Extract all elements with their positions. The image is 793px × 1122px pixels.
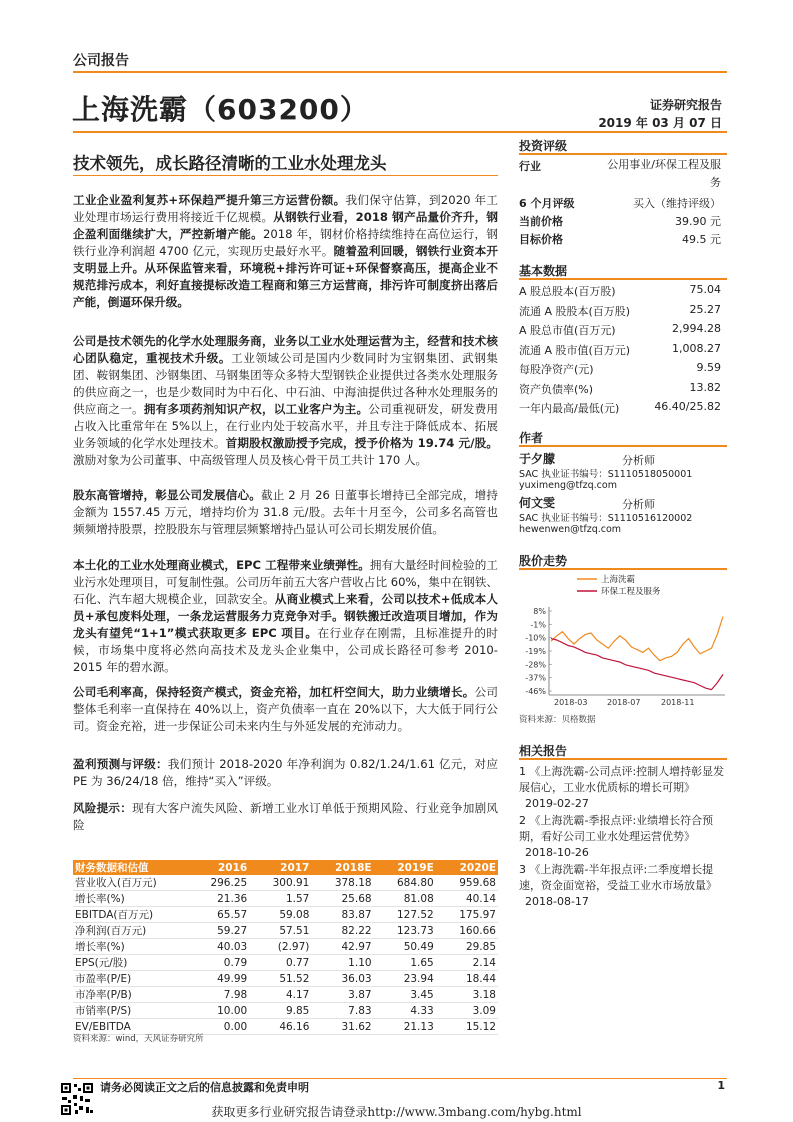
value-cell: 3.45 (374, 987, 436, 1003)
basic-data-label: 流通 A 股市值(百万元) (519, 343, 631, 357)
rating-rule (519, 153, 727, 155)
basic-data-row (519, 322, 721, 338)
y-tick-label: -46% (525, 687, 546, 696)
value-cell: 175.97 (436, 907, 498, 923)
value-cell: 684.80 (374, 875, 436, 891)
basic-data-row (519, 361, 721, 377)
basic-data-value: 46.40/25.82 (654, 400, 721, 413)
para-company-t1: 工业领域公司是国内少数同时为宝钢集团、武钢集团、鞍钢集团、沙钢集团、马钢集团等众多特大型钢铁企业提供过各类水处理服务的供应商之一，也是少数同时为中石化、中石油、中海油提供过各种水处理服务的供应商之一。 (73, 351, 498, 416)
value-cell: 31.62 (311, 1019, 373, 1035)
basic-data-row (519, 400, 721, 416)
para-company-b1: 公司是技术领先的化学水处理服务商，业务以工业水处理运营为主，经营和技术核心团队稳定，重视技术升级。 (73, 334, 498, 365)
row-label-cell: 市盈率(P/E) (73, 971, 187, 987)
page-number: 1 (717, 1079, 725, 1092)
value-cell: 2.14 (436, 955, 498, 971)
value-cell: 49.99 (187, 971, 249, 987)
value-cell: 3.09 (436, 1003, 498, 1019)
related-report-date: 2019-02-27 (525, 797, 589, 810)
para-margin-t1: 公司整体毛利率一直保持在 40%以上，资产负债率一直在 20%以下，大大低于同行公司。资金充裕，进一步保证公司未来内生与外延发展的充沛动力。 (73, 685, 498, 733)
para-risk-b1: 风险提示： (73, 801, 133, 815)
table-row (73, 987, 498, 1003)
para-forecast-t1: 我们预计 2018-2020 年净利润为 0.82/1.24/1.61 亿元，对应 PE 为 36/24/18 倍，维持“买入”评级。 (73, 757, 498, 788)
author2-name: 何文雯 (519, 496, 556, 510)
value-cell: 81.08 (374, 891, 436, 907)
value-cell: 0.00 (187, 1019, 249, 1035)
author2-cert: SAC 执业证书编号：S1110516120002 (519, 513, 693, 524)
basic-data-value: 2,994.28 (672, 322, 721, 335)
para-forecast-b1: 盈利预测与评级： (73, 757, 168, 771)
value-cell: 46.16 (249, 1019, 311, 1035)
basic-data-row (519, 381, 721, 397)
value-cell: 300.91 (249, 875, 311, 891)
para-model (73, 557, 498, 676)
basic-data-label: 流通 A 股股本(百万股) (519, 304, 631, 318)
rating-label: 6 个月评级 (519, 197, 575, 210)
disclaimer-text: 请务必阅读正文之后的信息披露和免责申明 (100, 1081, 309, 1094)
para-holders (73, 487, 498, 538)
row-label-cell: 增长率(%) (73, 891, 187, 907)
basic-data-label: 每股净资产(元) (519, 363, 594, 376)
table-row (73, 971, 498, 987)
financial-table-header (73, 860, 498, 875)
y-tick-label: 8% (533, 607, 546, 616)
value-cell: 7.83 (311, 1003, 373, 1019)
basic-data-label: 一年内最高/最低(元) (519, 402, 620, 415)
row-label-cell: 市净率(P/B) (73, 987, 187, 1003)
rating-row (519, 195, 721, 211)
para-margin-b1: 公司毛利率高，保持轻资产模式，资金充裕，加杠杆空间大，助力业绩增长。 (73, 685, 475, 699)
value-cell: 83.87 (311, 907, 373, 923)
value-cell: 0.79 (187, 955, 249, 971)
para-forecast (73, 756, 498, 790)
x-tick-label: 2018-03 (554, 698, 588, 707)
value-cell: 7.98 (187, 987, 249, 1003)
basic-data-value: 1,008.27 (672, 341, 721, 355)
para-company-b2: 拥有多项药剂知识产权，以工业客户为主。 (143, 402, 369, 416)
para-company (73, 333, 498, 469)
value-cell: 21.13 (374, 1019, 436, 1035)
value-cell: 378.18 (311, 875, 373, 891)
y-tick-label: -1% (530, 620, 546, 630)
stock-price-chart (517, 571, 729, 711)
para-industry-b3: 随着盈利回暖，钢铁行业资本开支明显上升。从环保监管来看，环境税+排污许可证+环保督察高压，提高企业不规范排污成本，利好直接提标改造工程商和第三方运营商，排污许可制度挤出落后产能，倒逼环保升级。 (73, 244, 498, 309)
related-report-title: 2 《上海洗霸-季报点评:业绩增长符合预期，看好公司工业水处理运营优势》 (519, 814, 714, 843)
value-cell: 1.65 (374, 955, 436, 971)
x-tick-label: 2018-11 (661, 698, 695, 707)
y-tick-label: -19% (525, 647, 546, 656)
author2-role: 分析师 (622, 498, 655, 511)
para-model-b1: 本土化的工业水处理商业模式，EPC 工程带来业绩弹性。 (73, 558, 370, 572)
value-cell: 1.57 (249, 891, 311, 907)
para-industry-t1: 我们保守估算，到2020 年工业处理市场运行费用将接近千亿规模。 (73, 193, 498, 224)
related-report-item[interactable] (519, 862, 729, 910)
target-row (519, 231, 721, 247)
fin-header-cell: 2020E (436, 860, 498, 875)
table-row (73, 955, 498, 971)
value-cell: 82.22 (311, 923, 373, 939)
basic-data-label: 资产负债率(%) (519, 382, 594, 396)
value-cell: 4.33 (374, 1003, 436, 1019)
related-report-title: 3 《上海洗霸-半年报点评:二季度增长提速，资金面宽裕，受益工业水市场放量》 (519, 863, 717, 892)
value-cell: 0.77 (249, 955, 311, 971)
para-company-t3: 激励对象为公司董事、中高级管理人员及核心骨干员工共计 170 人。 (73, 453, 428, 467)
value-cell: 23.94 (374, 971, 436, 987)
author1-role: 分析师 (622, 454, 655, 467)
y-tick-label: -10% (525, 633, 546, 643)
bottom-link[interactable]: 获取更多行业研究报告请登录http://www.3mbang.com/hybg.html (211, 1105, 582, 1119)
basic-data-row (519, 303, 721, 319)
table-row (73, 875, 498, 891)
value-cell: 10.00 (187, 1003, 249, 1019)
chart-rule (519, 568, 727, 570)
para-holders-t1: 截止 2 月 26 日董事长增持已全部完成，增持金额为 1557.45 万元，增持均价为 31.8 元/股。去年十月至今，公司多名高管也频频增持股票，控股股东与管理层频繁增持凸显认可公司长期发展价值。 (73, 488, 498, 536)
value-cell: 959.68 (436, 875, 498, 891)
row-label-cell: 营业收入(百万元) (73, 875, 187, 891)
authors-section-title: 作者 (519, 431, 544, 445)
value-cell: 3.87 (311, 987, 373, 1003)
para-industry-t2: 2018 年，钢材价格持续维持在高位运行，钢铁行业净利润超 4700 亿元，实现历史最好水平。 (73, 227, 498, 258)
y-tick-label: -37% (525, 673, 546, 683)
table-row (73, 939, 498, 955)
author1-name: 于夕朦 (519, 452, 556, 466)
value-cell: 29.85 (436, 939, 498, 955)
value-cell: 1.10 (311, 955, 373, 971)
para-risk (73, 800, 498, 834)
fin-header-cell: 财务数据和估值 (73, 860, 187, 875)
financial-table-body (73, 875, 498, 1035)
headline: 技术领先，成长路径清晰的工业水处理龙头 (73, 154, 387, 173)
basic-data-label: A 股总股本(百万股) (519, 285, 616, 298)
rating-value: 买入（维持评级） (633, 197, 721, 210)
basic-data-row (519, 283, 721, 299)
basic-data-value: 13.82 (689, 380, 721, 394)
price-value: 39.90 元 (675, 215, 721, 228)
basic-data-value: 9.59 (696, 361, 721, 374)
value-cell: 9.85 (249, 1003, 311, 1019)
target-value: 49.5 元 (682, 233, 721, 246)
para-company-b3: 首期股权激励授予完成，授予价格为 19.74 元/股。 (225, 436, 498, 450)
value-cell: 59.27 (187, 923, 249, 939)
basic-data-label: A 股总市值(百万元) (519, 324, 616, 337)
value-cell: 50.49 (374, 939, 436, 955)
para-company-t2: 公司重视研发，研发费用占收入比重常年在 5%以上，在行业内处于较高水平，并且专注于降低成本、拓展业务领域的化学水处理技术。 (73, 402, 498, 450)
company-report-label: 公司报告 (73, 53, 129, 69)
related-report-item[interactable] (519, 764, 729, 812)
row-label-cell: 增长率(%) (73, 939, 187, 955)
table-row (73, 923, 498, 939)
basic-data-row (519, 342, 721, 358)
row-label-cell: EPS(元/股) (73, 955, 187, 971)
rating-section-title: 投资评级 (519, 139, 568, 153)
industry-label: 行业 (519, 160, 541, 173)
value-cell: 65.57 (187, 907, 249, 923)
related-report-date: 2018-08-17 (525, 895, 589, 908)
title-rule (73, 131, 727, 133)
fin-header-cell: 2019E (374, 860, 436, 875)
fin-header-cell: 2016 (187, 860, 249, 875)
series-line-1 (551, 639, 723, 690)
related-report-date: 2018-10-26 (525, 846, 589, 859)
chart-source: 资料来源：贝格数据 (519, 715, 596, 725)
value-cell: (2.97) (249, 939, 311, 955)
report-date: 2019 年 03 月 07 日 (598, 116, 722, 130)
author2-email[interactable]: hewenwen@tfzq.com (519, 524, 622, 535)
x-tick-label: 2018-07 (607, 698, 641, 707)
financial-table (73, 860, 498, 1035)
value-cell: 3.18 (436, 987, 498, 1003)
authors-rule (519, 445, 727, 447)
basic-rule (519, 278, 727, 280)
table-row (73, 891, 498, 907)
para-industry (73, 192, 498, 311)
y-tick-label: -28% (525, 660, 546, 670)
stock-title: 上海洗霸（603200） (72, 93, 369, 126)
basic-section-title: 基本数据 (519, 264, 568, 278)
value-cell: 123.73 (374, 923, 436, 939)
legend-label: 环保工程及服务 (601, 587, 661, 597)
value-cell: 51.52 (249, 971, 311, 987)
value-cell: 40.03 (187, 939, 249, 955)
row-label-cell: 净利润(百万元) (73, 923, 187, 939)
price-row (519, 213, 721, 229)
para-industry-b2: 从钢铁行业看，2018 钢产品量价齐升，钢企盈利面继续扩大，严控新增产能。 (73, 210, 498, 241)
para-holders-b1: 股东高管增持，彰显公司发展信心。 (73, 488, 261, 502)
para-margin (73, 684, 498, 735)
author1-email[interactable]: yuximeng@tfzq.com (519, 480, 617, 491)
value-cell: 36.03 (311, 971, 373, 987)
value-cell: 296.25 (187, 875, 249, 891)
value-cell: 59.08 (249, 907, 311, 923)
author1-cert: SAC 执业证书编号：S1110518050001 (519, 469, 693, 480)
para-model-t1: 拥有大量经时间检验的工业污水处理项目，可复制性强。公司历年前五大客户营收占比 60%，集中在钢铁、石化、汽车超大规模企业，回款安全。 (73, 558, 498, 606)
value-cell: 42.97 (311, 939, 373, 955)
value-cell: 15.12 (436, 1019, 498, 1035)
value-cell: 4.17 (249, 987, 311, 1003)
fin-header-cell: 2017 (249, 860, 311, 875)
basic-data-value: 75.04 (689, 283, 721, 296)
para-industry-b1: 工业企业盈利复苏+环保趋严提升第三方运营份额。 (73, 193, 346, 207)
row-label-cell: EV/EBITDA (73, 1019, 187, 1035)
para-model-b2: 从商业模式上来看，公司以技术+低成本人员+承包废料处理，一条龙运营服务力克竞争对手。钢铁搬迁改造项目增加，作为龙头有望凭“1+1”模式获取更多 EPC 项目。 (73, 592, 498, 640)
headline-rule (73, 175, 498, 176)
related-report-item[interactable] (519, 813, 729, 861)
table-row (73, 1003, 498, 1019)
top-rule (73, 71, 727, 73)
value-cell: 18.44 (436, 971, 498, 987)
series-line-0 (551, 617, 723, 661)
para-model-t2: 在行业存在刚需，且标准提升的时候，市场集中度将必然向高技术及龙头企业集中，公司成长路径可参考 2010-2015 年的碧水源。 (73, 626, 498, 674)
value-cell: 160.66 (436, 923, 498, 939)
chart-section-title: 股价走势 (519, 554, 568, 568)
industry-value: 公用事业/环保工程及服务 (607, 158, 721, 189)
target-label: 目标价格 (519, 233, 563, 246)
value-cell: 25.68 (311, 891, 373, 907)
row-label-cell: 市销率(P/S) (73, 1003, 187, 1019)
related-report-title: 1 《上海洗霸-公司点评:控制人增持彰显发展信心，工业水优质标的增长可期》 (519, 765, 725, 794)
fin-header-cell: 2018E (311, 860, 373, 875)
value-cell: 127.52 (374, 907, 436, 923)
legend-label: 上海洗霸 (601, 575, 636, 585)
row-label-cell: EBITDA(百万元) (73, 907, 187, 923)
related-rule (519, 758, 727, 760)
basic-data-value: 25.27 (689, 302, 721, 316)
table-row (73, 907, 498, 923)
value-cell: 57.51 (249, 923, 311, 939)
fin-source: 资料来源：wind，天风证券研究所 (73, 1034, 204, 1044)
para-risk-t1: 现有大客户流失风险、新增工业水订单低于预期风险、行业竞争加剧风险 (73, 801, 498, 832)
value-cell: 21.36 (187, 891, 249, 907)
report-type: 证券研究报告 (649, 98, 722, 112)
value-cell: 40.14 (436, 891, 498, 907)
related-section-title: 相关报告 (519, 744, 568, 758)
price-label: 当前价格 (519, 215, 563, 228)
